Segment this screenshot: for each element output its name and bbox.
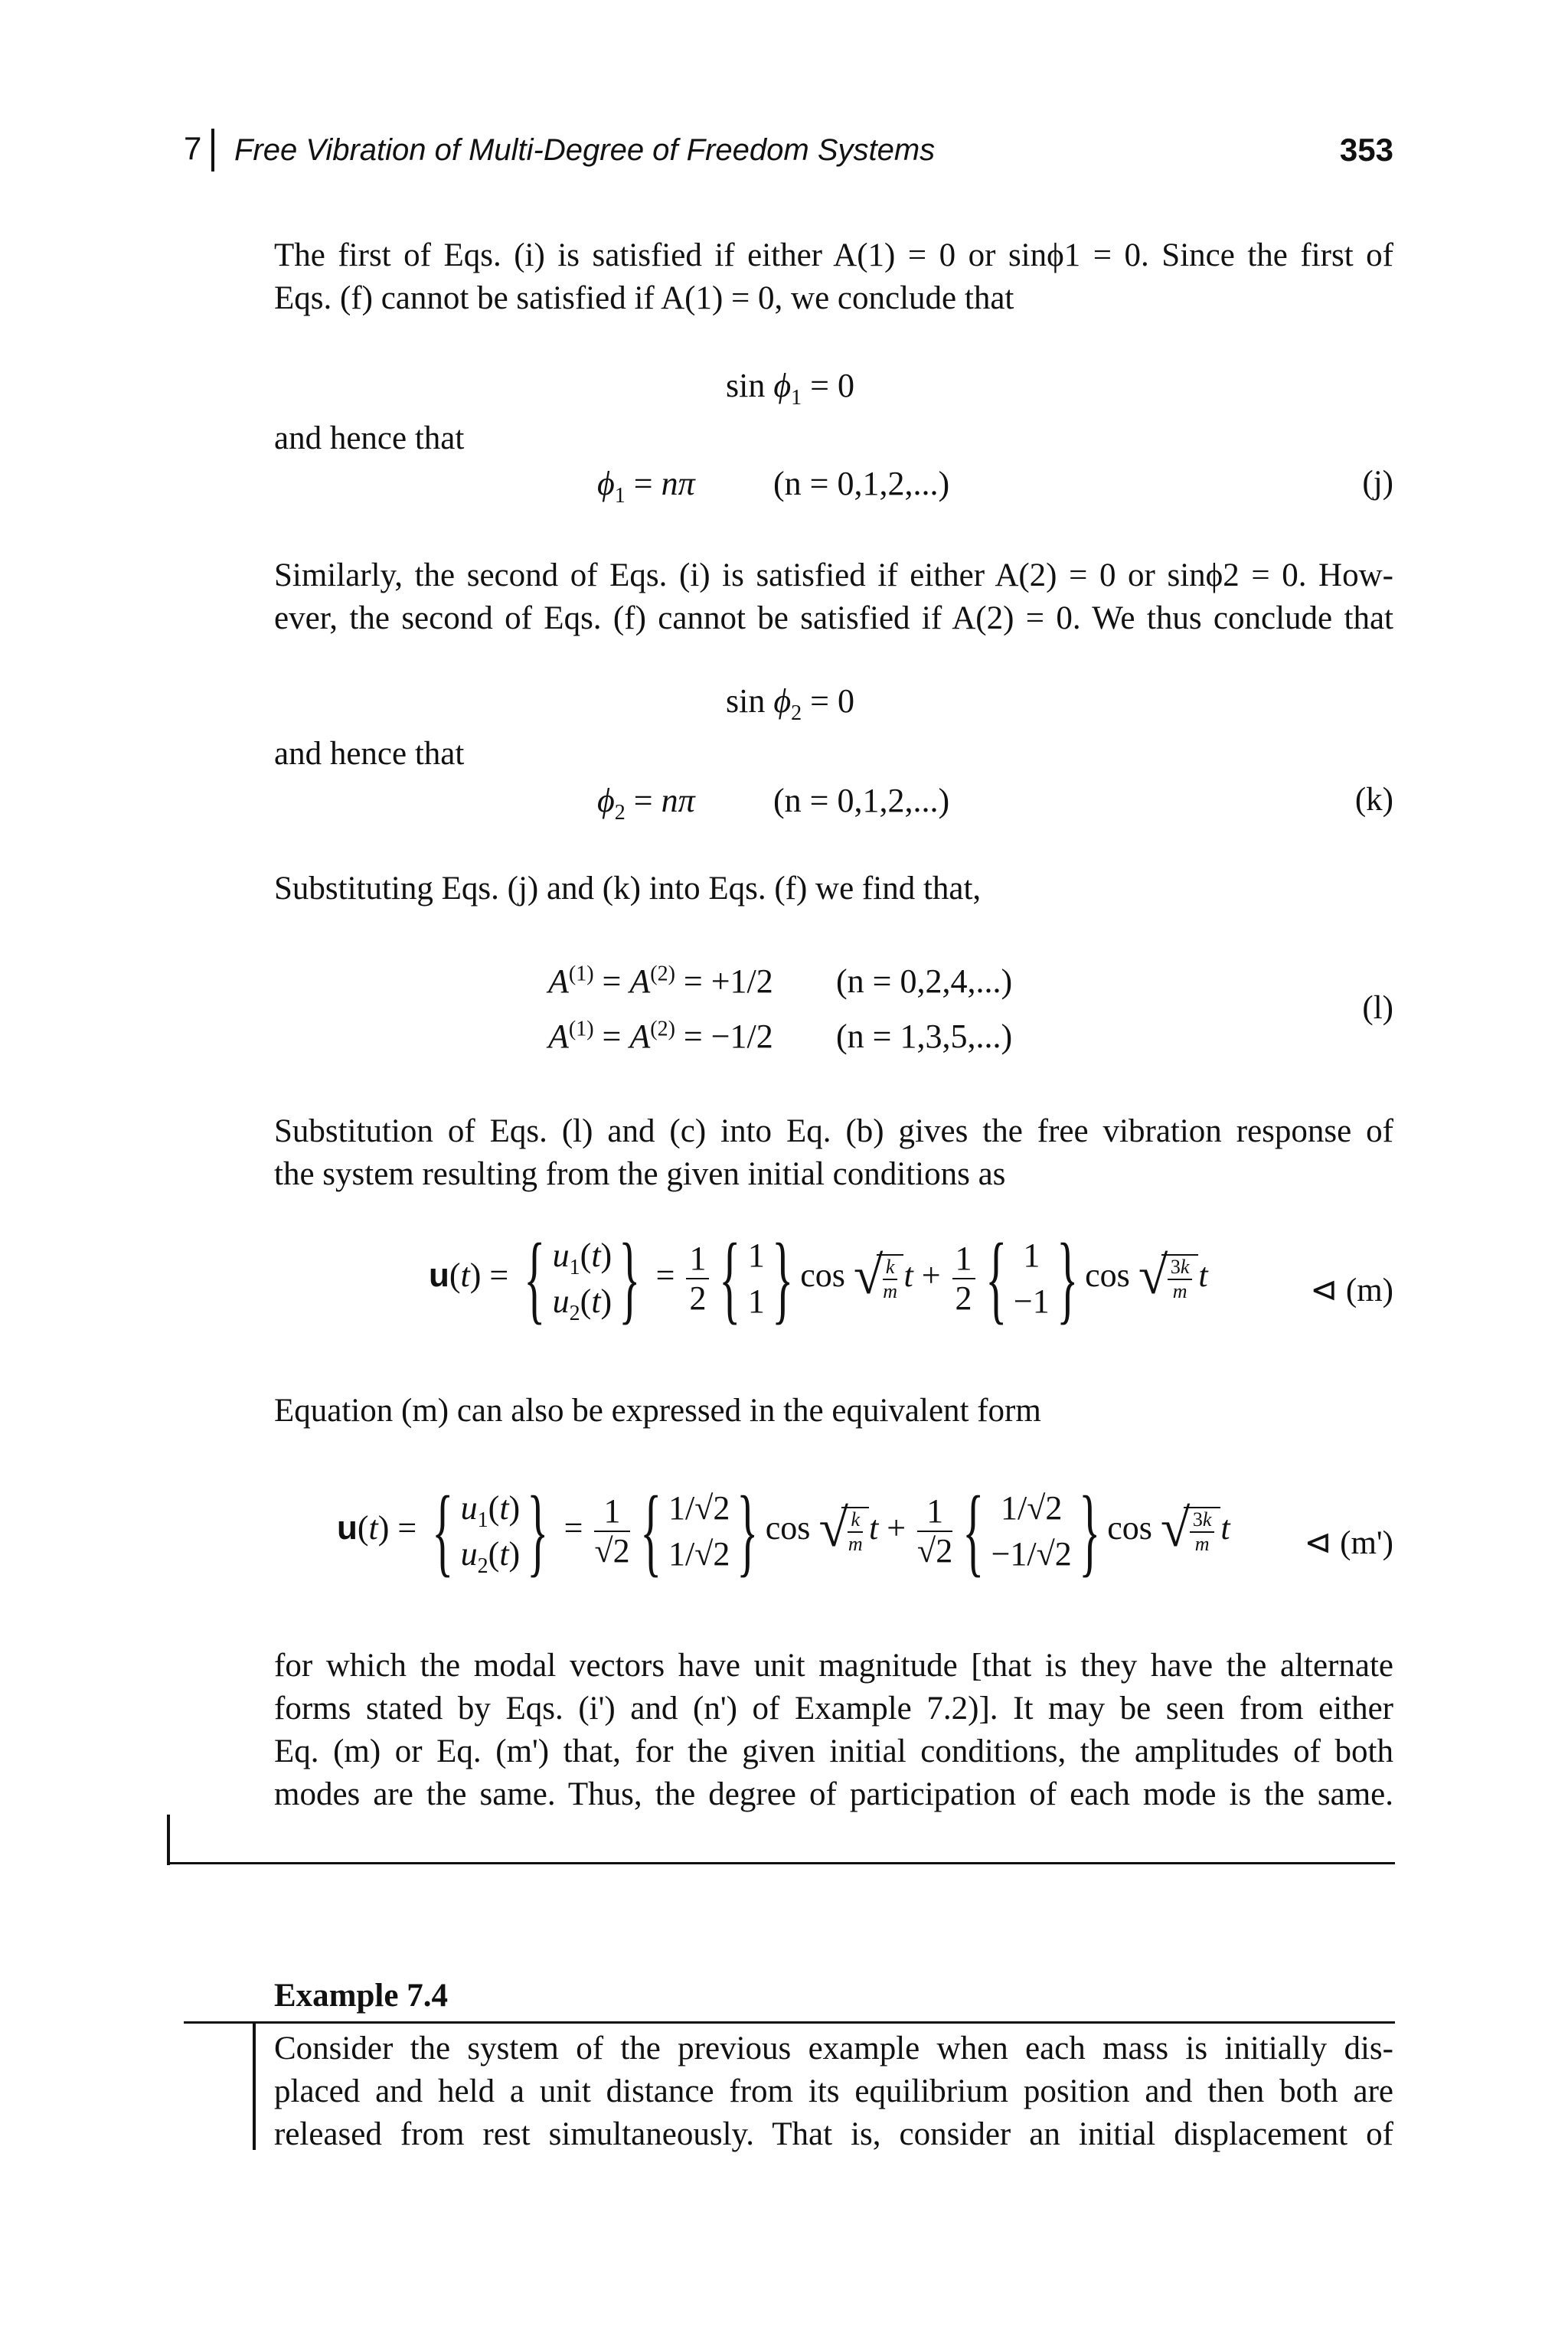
equation-tag-m-prime: ⊲ (m') bbox=[1304, 1525, 1393, 1561]
equation-tag-m: ⊲ (m) bbox=[1310, 1273, 1393, 1308]
paragraph-4 bbox=[274, 1110, 1393, 1196]
example-body bbox=[274, 2027, 1393, 2156]
example-title: Example 7.4 bbox=[274, 1978, 448, 2014]
paragraph-line: Similarly, the second of Eqs. (i) is satisfied if either A(2) = 0 or sinϕ2 = 0. How- bbox=[274, 557, 1393, 593]
paragraph-2 bbox=[274, 554, 1393, 640]
equation-k: $\phi_2 = n\pi$ bbox=[597, 782, 695, 825]
equation-m-prime: u(t) = { $u_1(t)$ $u_2(t)$ } = $\frac{1}{√2}$ { 1/√2 1/√2 } cos √ $\frac{k}{m}$ t + $\frac{1}{√2}$ { 1/√2 −1/√2 } cos √ $\frac{3k}{m}$ t bbox=[337, 1476, 1230, 1586]
equation-sin-phi1: $\sin \phi_1 = 0$ bbox=[726, 367, 854, 410]
paragraph-line: released from rest simultaneously. That is, consider an initial displacement of bbox=[274, 2116, 1393, 2152]
paragraph-line: Eqs. (f) cannot be satisfied if A(1) = 0, we conclude that bbox=[274, 280, 1014, 316]
equation-j: $\phi_1 = n\pi$ bbox=[597, 465, 695, 508]
paragraph-line: forms stated by Eqs. (i') and (n') of Example 7.2)]. It may be seen from either bbox=[274, 1691, 1393, 1727]
equation-l-line2: $A^{(1)} = A^{(2)} = -1/2$ bbox=[548, 1017, 773, 1055]
paragraph-line: placed and held a unit distance from its equilibrium position and then both are bbox=[274, 2073, 1393, 2109]
paragraph-5: Equation (m) can also be expressed in the equivalent form bbox=[274, 1393, 1041, 1429]
page-number: 353 bbox=[1339, 132, 1393, 168]
equation-l-range1: (n = 0,2,4,...) bbox=[836, 962, 1013, 1000]
equation-tag-k: (k) bbox=[1354, 782, 1393, 818]
paragraph-line: for which the modal vectors have unit magnitude [that is they have the alternate bbox=[274, 1648, 1393, 1684]
chapter-number: 7 bbox=[184, 130, 202, 166]
equation-l-range2: (n = 1,3,5,...) bbox=[836, 1018, 1013, 1055]
paragraph-6 bbox=[274, 1645, 1393, 1816]
equation-k-range: (n = 0,1,2,...) bbox=[773, 782, 950, 819]
equation-tag-l: (l) bbox=[1362, 990, 1393, 1026]
chapter-title: Free Vibration of Multi-Degree of Freedom Systems bbox=[234, 133, 936, 167]
example-end-rule-vertical bbox=[167, 1815, 170, 1865]
equation-tag-j: (j) bbox=[1362, 465, 1393, 501]
equation-sin-phi2: $\sin \phi_2 = 0$ bbox=[726, 682, 854, 725]
paragraph-line: Substitution of Eqs. (l) and (c) into Eq. (b) gives the free vibration response of bbox=[274, 1113, 1393, 1149]
example-side-rule bbox=[253, 2021, 256, 2150]
paragraph-3: Substituting Eqs. (j) and (k) into Eqs. (f) we find that, bbox=[274, 871, 982, 907]
paragraph-line: The first of Eqs. (i) is satisfied if either A(1) = 0 or sinϕ1 = 0. Since the first of bbox=[274, 237, 1393, 273]
equation-m: u(t) = { $u_1(t)$ $u_2(t)$ } = $\frac{1}{2}$ { 1 1 } cos √ $\frac{k}{m}$ t + $\frac{1}{2}$ { 1 −1 } cos √ $\frac{3k}{m}$ t bbox=[429, 1224, 1208, 1334]
paragraph-line: the system resulting from the given initial conditions as bbox=[274, 1156, 1006, 1192]
header-divider bbox=[211, 129, 214, 172]
paragraph-line: ever, the second of Eqs. (f) cannot be satisfied if A(2) = 0. We thus conclude that bbox=[274, 600, 1393, 636]
equation-j-range: (n = 0,1,2,...) bbox=[773, 465, 950, 502]
paragraph-line: modes are the same. Thus, the degree of participation of each mode is the same. bbox=[274, 1776, 1393, 1812]
example-top-rule bbox=[184, 2021, 1395, 2024]
and-hence-text-2: and hence that bbox=[274, 736, 465, 772]
equation-l-line1: $A^{(1)} = A^{(2)} = +1/2$ bbox=[548, 962, 773, 1000]
example-end-rule-horizontal bbox=[167, 1862, 1395, 1864]
paragraph-line: Consider the system of the previous example when each mass is initially dis- bbox=[274, 2031, 1393, 2066]
paragraph-1 bbox=[274, 234, 1393, 320]
paragraph-line: Eq. (m) or Eq. (m') that, for the given initial conditions, the amplitudes of both bbox=[274, 1733, 1393, 1769]
and-hence-text-1: and hence that bbox=[274, 420, 465, 456]
